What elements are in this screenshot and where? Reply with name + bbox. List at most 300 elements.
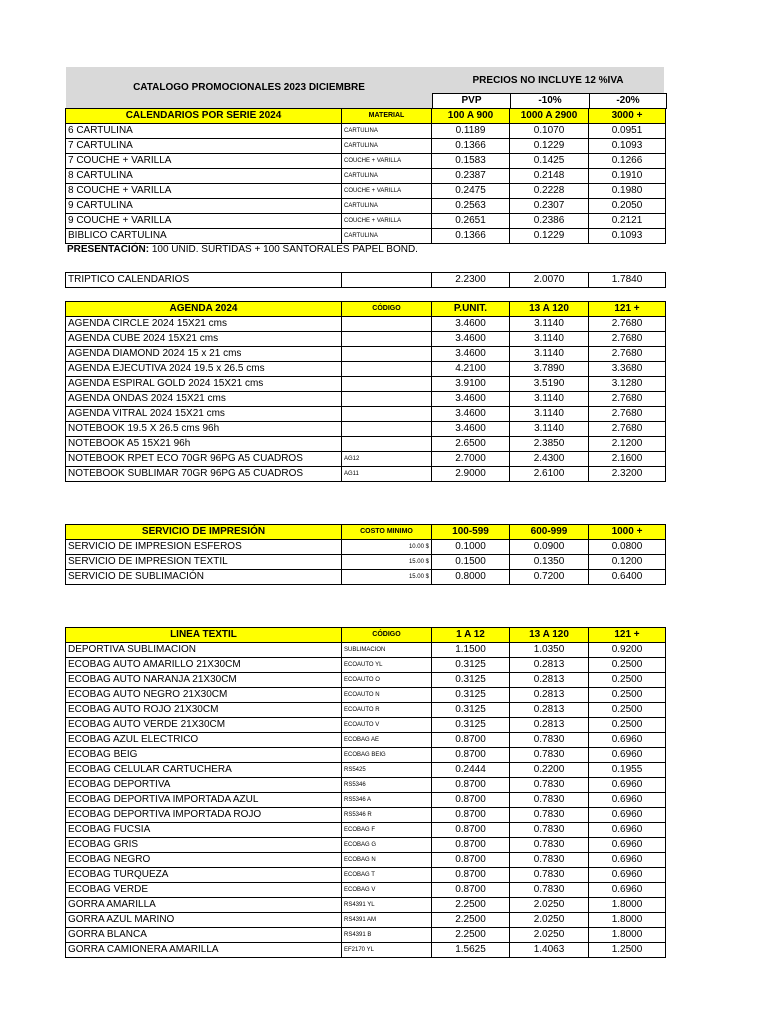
price-cell: 2.1600 bbox=[589, 452, 666, 467]
price-cell: 2.7000 bbox=[432, 452, 510, 467]
price-cell: 0.7830 bbox=[510, 748, 589, 763]
price-cell: 0.1980 bbox=[589, 184, 666, 199]
price-cell: 1.1500 bbox=[432, 643, 510, 658]
table-row bbox=[66, 347, 666, 362]
item-name: 9 COUCHE + VARILLA bbox=[66, 214, 342, 229]
catalog-title: CATALOGO PROMOCIONALES 2023 DICIEMBRE bbox=[66, 67, 432, 108]
price-cell: 0.1583 bbox=[432, 154, 510, 169]
table-row bbox=[66, 898, 666, 913]
table-row bbox=[66, 673, 666, 688]
item-name: AGENDA VITRAL 2024 15X21 cms bbox=[66, 407, 342, 422]
price-cell: 1.5625 bbox=[432, 943, 510, 958]
item-code: CARTULINA bbox=[342, 169, 432, 184]
item-code: ECOBAG T bbox=[342, 868, 432, 883]
price-cell: 0.1229 bbox=[510, 139, 589, 154]
item-name: SERVICIO DE IMPRESION ESFEROS bbox=[66, 540, 342, 555]
item-name: 6 CARTULINA bbox=[66, 124, 342, 139]
item-name: NOTEBOOK A5 15X21 96h bbox=[66, 437, 342, 452]
price-cell: 3.1140 bbox=[510, 347, 589, 362]
item-name: ECOBAG DEPORTIVA IMPORTADA AZUL bbox=[66, 793, 342, 808]
price-cell: 2.2300 bbox=[432, 273, 510, 288]
price-cell: 0.6960 bbox=[589, 838, 666, 853]
table-row bbox=[66, 199, 666, 214]
item-code bbox=[342, 422, 432, 437]
item-code: COUCHE + VARILLA bbox=[342, 184, 432, 199]
item-code bbox=[342, 362, 432, 377]
price-cell: 0.1910 bbox=[589, 169, 666, 184]
price-cell: 2.4300 bbox=[510, 452, 589, 467]
price-cell: 3.4600 bbox=[432, 422, 510, 437]
item-name: ECOBAG GRIS bbox=[66, 838, 342, 853]
price-cell: 2.0250 bbox=[510, 913, 589, 928]
item-code bbox=[342, 437, 432, 452]
section-title: LINEA TEXTIL bbox=[66, 628, 342, 643]
price-cell: 2.7680 bbox=[589, 392, 666, 407]
item-name: ECOBAG AUTO NARANJA 21X30CM bbox=[66, 673, 342, 688]
table-row bbox=[66, 793, 666, 808]
price-cell: 0.7830 bbox=[510, 733, 589, 748]
item-code: ECOBAG G bbox=[342, 838, 432, 853]
item-code: AG11 bbox=[342, 467, 432, 482]
price-cell: 0.9200 bbox=[589, 643, 666, 658]
item-code: RS4391 AM bbox=[342, 913, 432, 928]
price-cell: 0.7830 bbox=[510, 883, 589, 898]
presentacion-label: PRESENTACIÓN: bbox=[67, 244, 150, 255]
table-row bbox=[66, 392, 666, 407]
table-row bbox=[66, 570, 666, 585]
col-10: -10% bbox=[511, 94, 590, 109]
price-cell: 0.8700 bbox=[432, 883, 510, 898]
item-name: ECOBAG DEPORTIVA IMPORTADA ROJO bbox=[66, 808, 342, 823]
item-name: AGENDA CIRCLE 2024 15X21 cms bbox=[66, 317, 342, 332]
item-code: RS4391 B bbox=[342, 928, 432, 943]
price-cell: 3.9100 bbox=[432, 377, 510, 392]
price-cell: 0.2813 bbox=[510, 718, 589, 733]
item-name: BIBLICO CARTULINA bbox=[66, 229, 342, 244]
item-code: ECOAUTO N bbox=[342, 688, 432, 703]
col-pvp: PVP bbox=[433, 94, 511, 109]
table-row bbox=[66, 407, 666, 422]
price-cell: 0.2148 bbox=[510, 169, 589, 184]
price-cell: 0.2813 bbox=[510, 688, 589, 703]
price-cell: 1.4063 bbox=[510, 943, 589, 958]
table-row bbox=[66, 124, 666, 139]
price-cell: 0.2121 bbox=[589, 214, 666, 229]
price-cell: 0.8700 bbox=[432, 748, 510, 763]
table-row bbox=[66, 154, 666, 169]
price-cell: 3.1140 bbox=[510, 317, 589, 332]
table-row bbox=[66, 703, 666, 718]
price-cell: 0.2563 bbox=[432, 199, 510, 214]
price-cell: 0.6960 bbox=[589, 793, 666, 808]
section-col-header: 600-999 bbox=[510, 525, 589, 540]
item-name: 7 CARTULINA bbox=[66, 139, 342, 154]
price-cell: 0.1093 bbox=[589, 229, 666, 244]
price-cell: 2.0070 bbox=[510, 273, 589, 288]
item-code: CARTULINA bbox=[342, 199, 432, 214]
item-name: 8 COUCHE + VARILLA bbox=[66, 184, 342, 199]
item-name: ECOBAG AUTO AMARILLO 21X30CM bbox=[66, 658, 342, 673]
price-cell: 0.2500 bbox=[589, 703, 666, 718]
item-name: AGENDA DIAMOND 2024 15 x 21 cms bbox=[66, 347, 342, 362]
item-name: ECOBAG VERDE bbox=[66, 883, 342, 898]
section-col-header: 121 + bbox=[589, 302, 666, 317]
item-name: GORRA BLANCA bbox=[66, 928, 342, 943]
table-row bbox=[66, 362, 666, 377]
price-cell: 3.3680 bbox=[589, 362, 666, 377]
table-row bbox=[66, 943, 666, 958]
item-name: GORRA AMARILLA bbox=[66, 898, 342, 913]
price-cell: 0.2500 bbox=[589, 688, 666, 703]
item-name: GORRA CAMIONERA AMARILLA bbox=[66, 943, 342, 958]
price-cell: 0.2651 bbox=[432, 214, 510, 229]
price-cell: 0.1189 bbox=[432, 124, 510, 139]
section-col-header: 1000 + bbox=[589, 525, 666, 540]
section-col-header: 121 + bbox=[589, 628, 666, 643]
table-row bbox=[66, 422, 666, 437]
item-name: NOTEBOOK RPET ECO 70GR 96PG A5 CUADROS bbox=[66, 452, 342, 467]
item-code: CARTULINA bbox=[342, 139, 432, 154]
item-name: ECOBAG BEIG bbox=[66, 748, 342, 763]
price-cell: 3.1140 bbox=[510, 407, 589, 422]
section-col2-header: CÓDIGO bbox=[342, 628, 432, 643]
item-code: CARTULINA bbox=[342, 124, 432, 139]
section-title: SERVICIO DE IMPRESIÓN bbox=[66, 525, 342, 540]
price-cell: 0.2500 bbox=[589, 658, 666, 673]
table-row bbox=[66, 778, 666, 793]
price-cell: 0.8700 bbox=[432, 823, 510, 838]
item-code: EF2170 YL bbox=[342, 943, 432, 958]
item-code: ECOBAG BEIG bbox=[342, 748, 432, 763]
table-row bbox=[66, 838, 666, 853]
table-row bbox=[66, 718, 666, 733]
item-code: 15.00 $ bbox=[342, 555, 432, 570]
price-cell: 3.4600 bbox=[432, 317, 510, 332]
price-cell: 2.3200 bbox=[589, 467, 666, 482]
price-cell: 2.2500 bbox=[432, 913, 510, 928]
item-name: ECOBAG AUTO ROJO 21X30CM bbox=[66, 703, 342, 718]
price-cell: 0.7200 bbox=[510, 570, 589, 585]
section-col-header: 3000 + bbox=[589, 109, 666, 124]
item-code: 10.00 $ bbox=[342, 540, 432, 555]
price-cell: 3.1140 bbox=[510, 422, 589, 437]
price-cell: 0.8000 bbox=[432, 570, 510, 585]
table-row bbox=[66, 540, 666, 555]
price-cell: 0.6960 bbox=[589, 883, 666, 898]
price-cell: 1.8000 bbox=[589, 898, 666, 913]
table-row bbox=[66, 643, 666, 658]
price-cell: 0.3125 bbox=[432, 688, 510, 703]
price-cell: 2.7680 bbox=[589, 347, 666, 362]
table-row bbox=[66, 913, 666, 928]
table-row bbox=[66, 139, 666, 154]
price-cell: 2.0250 bbox=[510, 898, 589, 913]
price-cell: 0.3125 bbox=[432, 718, 510, 733]
price-cell: 0.2813 bbox=[510, 658, 589, 673]
price-cell: 3.4600 bbox=[432, 347, 510, 362]
price-cell: 2.3850 bbox=[510, 437, 589, 452]
price-cell: 0.1093 bbox=[589, 139, 666, 154]
section-header-row bbox=[66, 109, 666, 124]
price-cell: 0.1955 bbox=[589, 763, 666, 778]
item-code bbox=[342, 392, 432, 407]
section-col-header: 1000 A 2900 bbox=[510, 109, 589, 124]
table-row bbox=[66, 214, 666, 229]
price-cell: 3.1140 bbox=[510, 392, 589, 407]
price-cell: 0.8700 bbox=[432, 778, 510, 793]
section-col-header: 100 A 900 bbox=[432, 109, 510, 124]
price-cell: 2.1200 bbox=[589, 437, 666, 452]
price-cell: 0.8700 bbox=[432, 733, 510, 748]
price-cell: 0.6960 bbox=[589, 853, 666, 868]
price-cell: 0.2307 bbox=[510, 199, 589, 214]
table-row bbox=[66, 555, 666, 570]
section-header-row bbox=[66, 302, 666, 317]
table-row bbox=[66, 883, 666, 898]
price-cell: 0.2228 bbox=[510, 184, 589, 199]
presentacion-note bbox=[67, 244, 418, 255]
item-code: RS5346 bbox=[342, 778, 432, 793]
price-cell: 1.8000 bbox=[589, 928, 666, 943]
item-name: NOTEBOOK SUBLIMAR 70GR 96PG A5 CUADROS bbox=[66, 467, 342, 482]
triptico-table bbox=[65, 272, 666, 288]
section-col-header: 100-599 bbox=[432, 525, 510, 540]
price-cell: 2.6500 bbox=[432, 437, 510, 452]
price-cell: 3.5190 bbox=[510, 377, 589, 392]
item-code: ECOBAG AE bbox=[342, 733, 432, 748]
table-row bbox=[66, 229, 666, 244]
item-name: DEPORTIVA SUBLIMACION bbox=[66, 643, 342, 658]
item-name: TRIPTICO CALENDARIOS bbox=[66, 273, 342, 288]
item-name: 8 CARTULINA bbox=[66, 169, 342, 184]
agenda-table bbox=[65, 301, 666, 482]
price-cell: 0.7830 bbox=[510, 838, 589, 853]
price-cell: 0.7830 bbox=[510, 823, 589, 838]
section-col-header: 13 A 120 bbox=[510, 628, 589, 643]
item-name: AGENDA ONDAS 2024 15X21 cms bbox=[66, 392, 342, 407]
price-cell: 0.6960 bbox=[589, 748, 666, 763]
section-col2-header: CÓDIGO bbox=[342, 302, 432, 317]
price-cell: 0.6960 bbox=[589, 808, 666, 823]
item-code: ECOBAG N bbox=[342, 853, 432, 868]
table-row bbox=[66, 332, 666, 347]
price-cell: 0.2200 bbox=[510, 763, 589, 778]
section-col2-header: MATERIAL bbox=[342, 109, 432, 124]
price-cell: 4.2100 bbox=[432, 362, 510, 377]
price-note: PRECIOS NO INCLUYE 12 %IVA bbox=[432, 67, 664, 94]
price-cell: 0.1425 bbox=[510, 154, 589, 169]
price-cell: 0.1200 bbox=[589, 555, 666, 570]
table-row bbox=[66, 823, 666, 838]
item-name: ECOBAG NEGRO bbox=[66, 853, 342, 868]
price-cell: 2.7680 bbox=[589, 422, 666, 437]
item-name: ECOBAG AZUL ELECTRICO bbox=[66, 733, 342, 748]
table-row bbox=[66, 184, 666, 199]
price-cell: 2.9000 bbox=[432, 467, 510, 482]
price-cell: 0.0951 bbox=[589, 124, 666, 139]
item-name: AGENDA ESPIRAL GOLD 2024 15X21 cms bbox=[66, 377, 342, 392]
table-row bbox=[66, 808, 666, 823]
price-cell: 0.1350 bbox=[510, 555, 589, 570]
item-code bbox=[342, 407, 432, 422]
price-cell: 1.8000 bbox=[589, 913, 666, 928]
price-cell: 0.6400 bbox=[589, 570, 666, 585]
presentacion-text: 100 UNID. SURTIDAS + 100 SANTORALES PAPEL BOND. bbox=[151, 244, 418, 255]
item-code: ECOBAG F bbox=[342, 823, 432, 838]
item-code bbox=[342, 273, 432, 288]
item-name: ECOBAG TURQUEZA bbox=[66, 868, 342, 883]
price-cell: 0.2500 bbox=[589, 718, 666, 733]
price-cell: 0.1366 bbox=[432, 229, 510, 244]
price-cell: 2.6100 bbox=[510, 467, 589, 482]
item-code: COUCHE + VARILLA bbox=[342, 154, 432, 169]
table-row bbox=[66, 733, 666, 748]
section-col-header: P.UNIT. bbox=[432, 302, 510, 317]
price-cell: 0.2387 bbox=[432, 169, 510, 184]
item-name: ECOBAG DEPORTIVA bbox=[66, 778, 342, 793]
item-name: ECOBAG AUTO NEGRO 21X30CM bbox=[66, 688, 342, 703]
table-row bbox=[66, 928, 666, 943]
item-code: RS5346 R bbox=[342, 808, 432, 823]
price-cell: 0.3125 bbox=[432, 673, 510, 688]
calendarios-table bbox=[65, 108, 666, 244]
table-row bbox=[66, 317, 666, 332]
table-row bbox=[66, 868, 666, 883]
price-cell: 0.0900 bbox=[510, 540, 589, 555]
price-cell: 0.6960 bbox=[589, 868, 666, 883]
item-name: 7 COUCHE + VARILLA bbox=[66, 154, 342, 169]
table-row bbox=[66, 688, 666, 703]
table-row bbox=[66, 467, 666, 482]
table-row bbox=[66, 377, 666, 392]
price-cell: 0.6960 bbox=[589, 823, 666, 838]
price-cell: 0.2386 bbox=[510, 214, 589, 229]
item-name: ECOBAG FUCSIA bbox=[66, 823, 342, 838]
price-cell: 0.8700 bbox=[432, 868, 510, 883]
price-cell: 0.8700 bbox=[432, 853, 510, 868]
price-cell: 3.1140 bbox=[510, 332, 589, 347]
item-code bbox=[342, 347, 432, 362]
section-title: AGENDA 2024 bbox=[66, 302, 342, 317]
price-cell: 0.1070 bbox=[510, 124, 589, 139]
section-title: CALENDARIOS POR SERIE 2024 bbox=[66, 109, 342, 124]
table-row bbox=[66, 273, 666, 288]
item-code: SUBLIMACION bbox=[342, 643, 432, 658]
section-header-row bbox=[66, 525, 666, 540]
table-row bbox=[66, 169, 666, 184]
price-cell: 0.2050 bbox=[589, 199, 666, 214]
price-cell: 0.2813 bbox=[510, 703, 589, 718]
price-cell: 0.8700 bbox=[432, 838, 510, 853]
item-code: ECOBAG V bbox=[342, 883, 432, 898]
price-cell: 3.4600 bbox=[432, 407, 510, 422]
price-cell: 0.7830 bbox=[510, 853, 589, 868]
item-code: COUCHE + VARILLA bbox=[342, 214, 432, 229]
price-cell: 0.2444 bbox=[432, 763, 510, 778]
price-cell: 2.2500 bbox=[432, 928, 510, 943]
item-name: NOTEBOOK 19.5 X 26.5 cms 96h bbox=[66, 422, 342, 437]
section-col2-header: COSTO MINIMO bbox=[342, 525, 432, 540]
price-cell: 0.2475 bbox=[432, 184, 510, 199]
item-name: SERVICIO DE IMPRESION TEXTIL bbox=[66, 555, 342, 570]
price-cell: 0.6960 bbox=[589, 733, 666, 748]
price-cell: 1.0350 bbox=[510, 643, 589, 658]
section-col-header: 1 A 12 bbox=[432, 628, 510, 643]
item-code bbox=[342, 317, 432, 332]
price-cell: 1.2500 bbox=[589, 943, 666, 958]
price-cell: 0.0800 bbox=[589, 540, 666, 555]
item-name: 9 CARTULINA bbox=[66, 199, 342, 214]
price-cell: 0.7830 bbox=[510, 793, 589, 808]
item-code: ECOAUTO YL bbox=[342, 658, 432, 673]
table-row bbox=[66, 658, 666, 673]
price-cell: 3.4600 bbox=[432, 392, 510, 407]
price-cell: 0.7830 bbox=[510, 868, 589, 883]
price-cell: 2.7680 bbox=[589, 317, 666, 332]
price-cell: 0.1366 bbox=[432, 139, 510, 154]
price-cell: 3.7890 bbox=[510, 362, 589, 377]
item-code: ECOAUTO V bbox=[342, 718, 432, 733]
item-name: ECOBAG CELULAR CARTUCHERA bbox=[66, 763, 342, 778]
item-code: RS5425 bbox=[342, 763, 432, 778]
col-20: -20% bbox=[590, 94, 667, 109]
item-name: SERVICIO DE SUBLIMACIÓN bbox=[66, 570, 342, 585]
price-cell: 0.1229 bbox=[510, 229, 589, 244]
price-cell: 0.3125 bbox=[432, 703, 510, 718]
table-row bbox=[66, 452, 666, 467]
table-row bbox=[66, 853, 666, 868]
servicio-table bbox=[65, 524, 666, 585]
item-code: CARTULINA bbox=[342, 229, 432, 244]
table-row bbox=[66, 763, 666, 778]
item-code: ECOAUTO R bbox=[342, 703, 432, 718]
price-cell: 2.2500 bbox=[432, 898, 510, 913]
price-cell: 3.4600 bbox=[432, 332, 510, 347]
price-cell: 2.7680 bbox=[589, 407, 666, 422]
item-code: RS4391 YL bbox=[342, 898, 432, 913]
item-code: AG12 bbox=[342, 452, 432, 467]
section-col-header: 13 A 120 bbox=[510, 302, 589, 317]
item-name: ECOBAG AUTO VERDE 21X30CM bbox=[66, 718, 342, 733]
item-code bbox=[342, 332, 432, 347]
table-row bbox=[66, 437, 666, 452]
price-cell: 0.7830 bbox=[510, 808, 589, 823]
item-name: GORRA AZUL MARINO bbox=[66, 913, 342, 928]
price-cell: 3.1280 bbox=[589, 377, 666, 392]
section-header-row bbox=[66, 628, 666, 643]
price-cell: 0.8700 bbox=[432, 808, 510, 823]
item-name: AGENDA EJECUTIVA 2024 19.5 x 26.5 cms bbox=[66, 362, 342, 377]
textil-table bbox=[65, 627, 666, 958]
price-cell: 0.7830 bbox=[510, 778, 589, 793]
price-cell: 1.7840 bbox=[589, 273, 666, 288]
item-code: RS5346 A bbox=[342, 793, 432, 808]
price-cell: 0.8700 bbox=[432, 793, 510, 808]
price-cell: 0.1266 bbox=[589, 154, 666, 169]
item-name: AGENDA CUBE 2024 15X21 cms bbox=[66, 332, 342, 347]
price-cell: 0.6960 bbox=[589, 778, 666, 793]
item-code: 15.00 $ bbox=[342, 570, 432, 585]
price-cell: 2.7680 bbox=[589, 332, 666, 347]
price-cell: 0.2500 bbox=[589, 673, 666, 688]
item-code: ECOAUTO O bbox=[342, 673, 432, 688]
item-code bbox=[342, 377, 432, 392]
price-cell: 0.2813 bbox=[510, 673, 589, 688]
price-cell: 0.1500 bbox=[432, 555, 510, 570]
price-cell: 2.0250 bbox=[510, 928, 589, 943]
table-row bbox=[66, 748, 666, 763]
price-columns-header bbox=[432, 93, 667, 109]
